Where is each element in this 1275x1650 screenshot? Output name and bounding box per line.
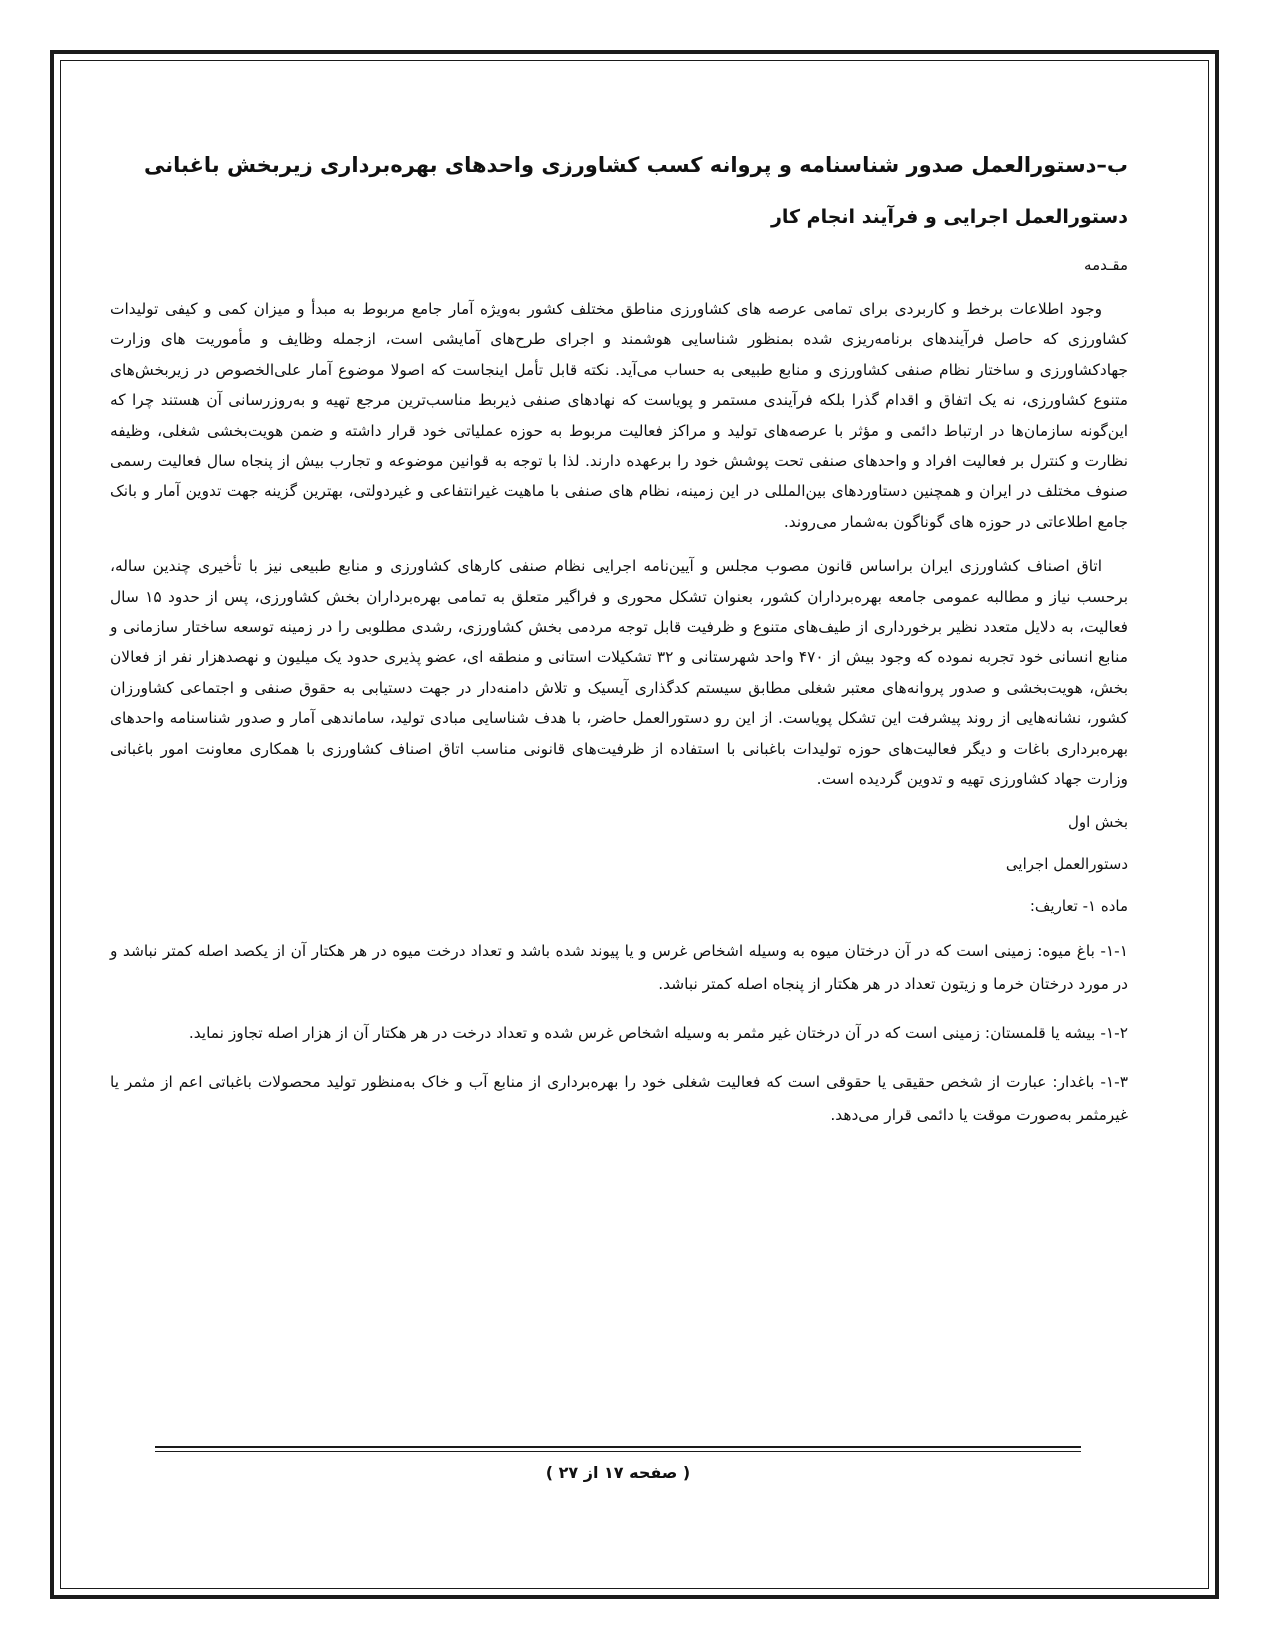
intro-label: مقـدمه xyxy=(1084,256,1128,274)
footer-rule xyxy=(155,1446,1081,1448)
section-title: دستورالعمل اجرایی xyxy=(1005,854,1128,873)
main-heading: ب–دستورالعمل صدور شناسنامه و پروانه کسب کشاورزی واحدهای بهره‌برداری زیربخش باغبانی xyxy=(143,153,1128,177)
sub-heading: دستورالعمل اجرایی و فرآیند انجام کار xyxy=(770,206,1128,228)
intro-paragraph: اتاق اصناف کشاورزی ایران براساس قانون مصوب مجلس و آیین‌نامه اجرایی نظام صنفی کارهای کشاورزی و منابع طبیعی نیز با تأخیری چندین ساله، برحسب نیاز و مطالبه عمومی جامعه بهره‌برداران کشور، بعنوان تشکل محوری و فراگیر متعلق به تمامی بهره‌برداران بخش کشاورزی، پس از حدود ۱۵ سال فعالیت، به دلایل متعدد نظیر برخورداری از طیف‌های متنوع و ظرفیت قابل توجه مردمی بخش کشاورزی، رشدی مطلوبی را در زمینه توسعه ساختار سازمانی و منابع انسانی خود تجربه نموده که وجود بیش از ۴۷۰ واحد شهرستانی و ۳۲ تشکیلات استانی و منطقه ای، عضو پذیری حدود یک میلیون و نهصدهزار نفر از فعالان بخش، هویت‌بخشی و صدور پروانه‌های معتبر شغلی مطابق سیستم کدگذاری آیسیک و تلاش دامنه‌دار در جهت دستیابی به حقوق صنفی و اجتماعی کشاورزان کشور، نشانه‌هایی از روند پیشرفت این تشکل پویاست. از این رو دستورالعمل حاضر، با هدف شناسایی مبادی تولید، ساماندهی آمار و صدور شناسنامه واحدهای بهره‌برداری باغات و دیگر فعالیت‌های حوزه تولیدات باغبانی با استفاده از ظرفیت‌های قانونی مناسب اتاق اصناف کشاورزی با همکاری معاونت امور باغبانی وزارت جهاد کشاورزی تهیه و تدوین گردیده است. xyxy=(110,557,1128,789)
section-label: بخش اول xyxy=(1067,812,1128,831)
document-body xyxy=(110,150,1128,1148)
definition-item: ۱-۱- باغ میوه: زمینی است که در آن درختان میوه به وسیله اشخاص غرس و یا پیوند شده باشد و تعداد درخت میوه در هر هکتار آن از یکصد اصله کمتر نباشد و در مورد درختان خرما و زیتون تعداد در هر هکتار از پنجاه اصله کمتر نباشد. xyxy=(110,941,1128,993)
definition-item: ۱-۳- باغدار: عبارت از شخص حقیقی یا حقوقی است که فعالیت شغلی خود را بهره‌برداری از منابع آب و خاک به‌منظور تولید محصولات باغباتی اعم از مثمر یا غیرمثمر به‌صورت موقت یا دائمی قرار می‌دهد. xyxy=(110,1072,1128,1124)
page-number: ( صفحه ۱۷ از ۲۷ ) xyxy=(545,1463,691,1482)
article-label: ماده ۱- تعاریف: xyxy=(1029,896,1128,915)
footer-rule xyxy=(155,1451,1081,1452)
definition-item: ۱-۲- بیشه یا قلمستان: زمینی است که در آن درختان غیر مثمر به وسیله اشخاص غرس شده و تعداد درخت در هر هکتار آن از هزار اصله تجاوز نماید. xyxy=(188,1023,1128,1042)
intro-paragraph: وجود اطلاعات برخط و کاربردی برای تمامی عرصه های کشاورزی مناطق مختلف کشور به‌ویژه آمار جامع مربوط به مبدأ و میزان کمی و کیفی تولیدات کشاورزی که حاصل فرآیندهای برنامه‌ریزی شده بمنظور شناسایی هوشمند و اجرای طرح‌های آمایشی است، ازجمله وظایف و مأموریت های وزارت جهادکشاورزی و ساختار نظام صنفی کشاورزی و منابع طبیعی به حساب می‌آید. نکته قابل تأمل اینجاست که اصولا موضوع آمار علی‌الخصوص در زیربخش‌های متنوع کشاورزی، نه یک اتفاق و اقدام گذرا بلکه فرآیندی مستمر و پویاست که نهادهای صنفی ذیربط مناسب‌ترین مرجع تهیه و به‌روزرسانی آن هستند چرا که این‌گونه سازمان‌ها در ارتباط دائمی و مؤثر با عرصه‌های تولید و مراکز فعالیت مربوط به حوزه عملیاتی خود قرار داشته و ضمن هویت‌بخشی شغلی، وظیفه نظارت و کنترل بر فعالیت افراد و واحدهای صنفی تحت پوشش خود را برعهده دارند. لذا با توجه به قوانین موضوعه و تجارب بیش از پنجاه سال فعالیت رسمی صنوف مختلف در ایران و همچنین دستاوردهای بین‌المللی در این زمینه، نظام های صنفی با ماهیت غیرانتفاعی و غیردولتی، بهترین گزینه جهت تدوین آمار و بانک جامع اطلاعاتی در حوزه های گوناگون به‌شمار می‌روند. xyxy=(110,300,1128,531)
